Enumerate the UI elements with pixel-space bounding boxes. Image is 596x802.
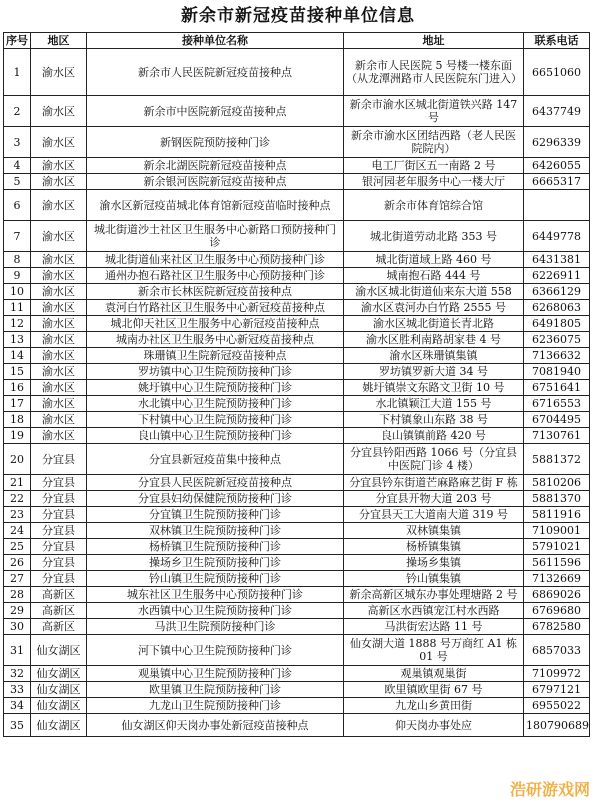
cell-name: 欧里镇卫生院预防接种门诊 [87,682,344,698]
cell-name: 城北街道仙来社区卫生服务中心预防接种门诊 [87,252,344,268]
cell-area: 仙女湖区 [31,666,87,682]
table-row [4,555,590,571]
table-row [4,348,590,364]
cell-no: 27 [4,571,31,587]
cell-area: 渝水区 [31,252,87,268]
cell-address: 欧里镇欧里街 67 号 [344,682,524,698]
cell-phone: 6296339 [524,127,590,158]
cell-no: 18 [4,412,31,428]
cell-phone: 5881370 [524,491,590,507]
cell-area: 渝水区 [31,284,87,300]
table-row [4,507,590,523]
cell-no: 2 [4,96,31,127]
cell-phone [524,190,590,221]
cell-name: 分宜县人民医院新冠疫苗接种点 [87,475,344,491]
table-row [4,300,590,316]
cell-no: 7 [4,221,31,252]
cell-name: 双林镇卫生院预防接种门诊 [87,523,344,539]
cell-no: 13 [4,332,31,348]
cell-phone: 6236075 [524,332,590,348]
cell-no: 29 [4,603,31,619]
cell-area: 仙女湖区 [31,682,87,698]
cell-phone: 6704495 [524,412,590,428]
cell-name: 新钢医院预防接种门诊 [87,127,344,158]
cell-name: 钤山镇卫生院预防接种门诊 [87,571,344,587]
cell-phone: 7130761 [524,428,590,444]
cell-name: 下村镇中心卫生院预防接种门诊 [87,412,344,428]
cell-address: 电工厂街区五一南路 2 号 [344,158,524,174]
cell-phone: 6491805 [524,316,590,332]
cell-area: 渝水区 [31,332,87,348]
cell-address: 操场乡集镇 [344,555,524,571]
cell-area: 仙女湖区 [31,714,87,737]
cell-address: 城北街道域上路 460 号 [344,252,524,268]
cell-address: 水北镇颖江大道 155 号 [344,396,524,412]
cell-address: 分宜县钤东街道芒麻路麻艺街 F 栋 [344,475,524,491]
cell-area: 渝水区 [31,190,87,221]
table-row [4,714,590,737]
table-row [4,475,590,491]
cell-no: 34 [4,698,31,714]
table-row [4,252,590,268]
cell-name: 城北街道沙土社区卫生服务中心新路口预防接种门诊 [87,221,344,252]
table-row [4,158,590,174]
cell-address: 渝水区胜利南路胡家巷 4 号 [344,332,524,348]
cell-address: 九龙山乡黄田街 [344,698,524,714]
cell-address: 银河园老年服务中心一楼大厅 [344,174,524,190]
cell-area: 分宜县 [31,571,87,587]
cell-no: 30 [4,619,31,635]
cell-name: 城东社区卫生服务中心预防接种门诊 [87,587,344,603]
cell-name: 河下镇中心卫生院预防接种门诊 [87,635,344,666]
cell-phone: 5811916 [524,507,590,523]
cell-area: 高新区 [31,603,87,619]
cell-address: 渝水区袁河办白竹路 2555 号 [344,300,524,316]
cell-address: 下村镇象山东路 38 号 [344,412,524,428]
cell-name: 新余银河医院新冠疫苗接种点 [87,174,344,190]
cell-area: 分宜县 [31,539,87,555]
cell-name: 罗坊镇中心卫生院预防接种门诊 [87,364,344,380]
cell-no: 5 [4,174,31,190]
cell-area: 渝水区 [31,316,87,332]
cell-address: 城北街道劳动北路 353 号 [344,221,524,252]
cell-phone: 6797121 [524,682,590,698]
cell-name: 新余市长林医院新冠疫苗接种点 [87,284,344,300]
cell-area: 渝水区 [31,127,87,158]
cell-phone: 6226911 [524,268,590,284]
cell-phone: 6955022 [524,698,590,714]
table-row [4,190,590,221]
cell-address: 城南抱石路 444 号 [344,268,524,284]
table-header-row [4,33,590,49]
cell-no: 4 [4,158,31,174]
cell-area: 渝水区 [31,412,87,428]
cell-phone: 6449778 [524,221,590,252]
table-row [4,221,590,252]
cell-area: 渝水区 [31,380,87,396]
cell-area: 渝水区 [31,158,87,174]
table-row [4,364,590,380]
cell-area: 分宜县 [31,523,87,539]
header-no: 序号 [4,33,31,49]
cell-area: 渝水区 [31,364,87,380]
cell-name: 通州办抱石路社区卫生服务中心预防接种门诊 [87,268,344,284]
cell-phone: 5881372 [524,444,590,475]
cell-name: 城南办社区卫生服务中心新冠疫苗接种点 [87,332,344,348]
cell-name: 良山镇中心卫生院预防接种门诊 [87,428,344,444]
cell-area: 高新区 [31,619,87,635]
table-row [4,698,590,714]
cell-no: 8 [4,252,31,268]
cell-phone: 7109972 [524,666,590,682]
cell-address: 新余市人民医院 5 号楼一楼东面（从龙潭洲路市人民医院东门进入） [344,49,524,96]
table-row [4,380,590,396]
cell-no: 31 [4,635,31,666]
cell-area: 分宜县 [31,491,87,507]
table-row [4,635,590,666]
cell-no: 35 [4,714,31,737]
table-row [4,396,590,412]
cell-phone: 6769680 [524,603,590,619]
cell-address: 杨桥镇集镇 [344,539,524,555]
table-row [4,603,590,619]
cell-no: 3 [4,127,31,158]
table-row [4,619,590,635]
cell-area: 高新区 [31,587,87,603]
cell-no: 21 [4,475,31,491]
header-name: 接种单位名称 [87,33,344,49]
cell-no: 23 [4,507,31,523]
cell-phone: 6268063 [524,300,590,316]
cell-area: 渝水区 [31,96,87,127]
cell-address: 分宜县开物大道 203 号 [344,491,524,507]
cell-address: 钤山镇集镇 [344,571,524,587]
cell-no: 11 [4,300,31,316]
cell-area: 仙女湖区 [31,635,87,666]
cell-name: 珠珊镇卫生院新冠疫苗接种点 [87,348,344,364]
cell-phone: 6665317 [524,174,590,190]
cell-no: 28 [4,587,31,603]
cell-area: 渝水区 [31,396,87,412]
cell-name: 袁河白竹路社区卫生服务中心新冠疫苗接种点 [87,300,344,316]
cell-area: 分宜县 [31,444,87,475]
cell-no: 24 [4,523,31,539]
table-row [4,523,590,539]
cell-no: 33 [4,682,31,698]
table-row [4,96,590,127]
table-row [4,428,590,444]
cell-name: 分宜镇卫生院预防接种门诊 [87,507,344,523]
cell-name: 姚圩镇中心卫生院预防接种门诊 [87,380,344,396]
header-address: 地址 [344,33,524,49]
table-row [4,444,590,475]
cell-area: 渝水区 [31,174,87,190]
cell-address: 渝水区城北街道长青北路 [344,316,524,332]
vaccination-sites-table [3,32,590,737]
cell-phone: 6426055 [524,158,590,174]
cell-no: 9 [4,268,31,284]
cell-name: 新余市人民医院新冠疫苗接种点 [87,49,344,96]
table-row [4,412,590,428]
cell-no: 25 [4,539,31,555]
cell-no: 16 [4,380,31,396]
cell-phone: 6366129 [524,284,590,300]
cell-no: 22 [4,491,31,507]
cell-name: 观巢镇中心卫生院预防接种门诊 [87,666,344,682]
header-phone: 联系电话 [524,33,590,49]
cell-no: 19 [4,428,31,444]
cell-no: 12 [4,316,31,332]
document-title: 新余市新冠疫苗接种单位信息 [181,6,415,26]
cell-phone: 5810206 [524,475,590,491]
cell-address: 仙女湖大道 1888 号万商红 A1 栋 01 号 [344,635,524,666]
table-row [4,539,590,555]
table-row [4,332,590,348]
cell-phone: 5611596 [524,555,590,571]
table-row [4,268,590,284]
cell-no: 10 [4,284,31,300]
cell-address: 仰天岗办事处应 [344,714,524,737]
cell-phone: 6431381 [524,252,590,268]
cell-name: 分宜县新冠疫苗集中接种点 [87,444,344,475]
cell-phone: 7109001 [524,523,590,539]
cell-no: 26 [4,555,31,571]
table-row [4,666,590,682]
cell-name: 新余北湖医院新冠疫苗接种点 [87,158,344,174]
cell-name: 操场乡卫生院预防接种门诊 [87,555,344,571]
cell-address: 新余市渝水区城北街道铁兴路 147 号 [344,96,524,127]
cell-name: 杨桥镇卫生院预防接种门诊 [87,539,344,555]
cell-no: 20 [4,444,31,475]
cell-name: 仙女湖区仰天岗办事处新冠疫苗接种点 [87,714,344,737]
cell-phone: 7132669 [524,571,590,587]
cell-address: 马洪街宏达路 11 号 [344,619,524,635]
cell-name: 渝水区新冠疫苗城北体育馆新冠疫苗临时接种点 [87,190,344,221]
cell-address: 高新区水西镇宠江村水西路 [344,603,524,619]
cell-area: 分宜县 [31,475,87,491]
cell-address: 分宜县钤阳西路 1066 号（分宜县中医院门诊 4 楼） [344,444,524,475]
cell-area: 渝水区 [31,221,87,252]
cell-name: 分宜县妇幼保健院预防接种门诊 [87,491,344,507]
cell-address: 渝水区珠珊镇集镇 [344,348,524,364]
cell-no: 1 [4,49,31,96]
cell-address: 罗坊镇罗新大道 34 号 [344,364,524,380]
cell-no: 17 [4,396,31,412]
cell-phone: 6751641 [524,380,590,396]
cell-no: 14 [4,348,31,364]
cell-name: 新余市中医院新冠疫苗接种点 [87,96,344,127]
cell-phone: 5791021 [524,539,590,555]
cell-name: 水西镇中心卫生院预防接种门诊 [87,603,344,619]
cell-address: 新余市渝水区团结西路（老人民医院院内） [344,127,524,158]
table-row [4,571,590,587]
table-row [4,284,590,300]
cell-name: 城北仰天社区卫生服务中心新冠疫苗接种点 [87,316,344,332]
cell-no: 15 [4,364,31,380]
cell-no: 6 [4,190,31,221]
cell-phone: 6782580 [524,619,590,635]
cell-phone: 7136632 [524,348,590,364]
table-row [4,127,590,158]
cell-name: 水北镇中心卫生院预防接种门诊 [87,396,344,412]
table-row [4,49,590,96]
header-area: 地区 [31,33,87,49]
cell-area: 渝水区 [31,428,87,444]
cell-area: 渝水区 [31,348,87,364]
cell-name: 九龙山卫生院预防接种门诊 [87,698,344,714]
cell-address: 分宜县天工大道南大道 319 号 [344,507,524,523]
cell-area: 渝水区 [31,49,87,96]
cell-area: 渝水区 [31,268,87,284]
table-row [4,682,590,698]
table-row [4,174,590,190]
cell-area: 分宜县 [31,555,87,571]
cell-phone: 6716553 [524,396,590,412]
watermark-logo: 浩研游戏网 [509,780,590,799]
cell-phone: 180790689 [524,714,590,737]
cell-name: 马洪卫生院预防接种门诊 [87,619,344,635]
table-row [4,491,590,507]
cell-address: 新余高新区城东办事处理塘路 2 号 [344,587,524,603]
cell-phone: 7081940 [524,364,590,380]
cell-phone: 6857033 [524,635,590,666]
table-row [4,587,590,603]
cell-area: 渝水区 [31,300,87,316]
cell-address: 观巢镇观巢街 [344,666,524,682]
cell-area: 分宜县 [31,507,87,523]
cell-address: 姚圩镇崇文东路文卫街 10 号 [344,380,524,396]
cell-address: 渝水区城北街道仙来东大道 558 [344,284,524,300]
cell-address: 新余市体育馆综合馆 [344,190,524,221]
table-row [4,316,590,332]
cell-phone: 6651060 [524,49,590,96]
cell-area: 仙女湖区 [31,698,87,714]
cell-address: 双林镇集镇 [344,523,524,539]
cell-address: 良山镇镇前路 420 号 [344,428,524,444]
cell-phone: 6437749 [524,96,590,127]
cell-no: 32 [4,666,31,682]
cell-phone: 6869026 [524,587,590,603]
